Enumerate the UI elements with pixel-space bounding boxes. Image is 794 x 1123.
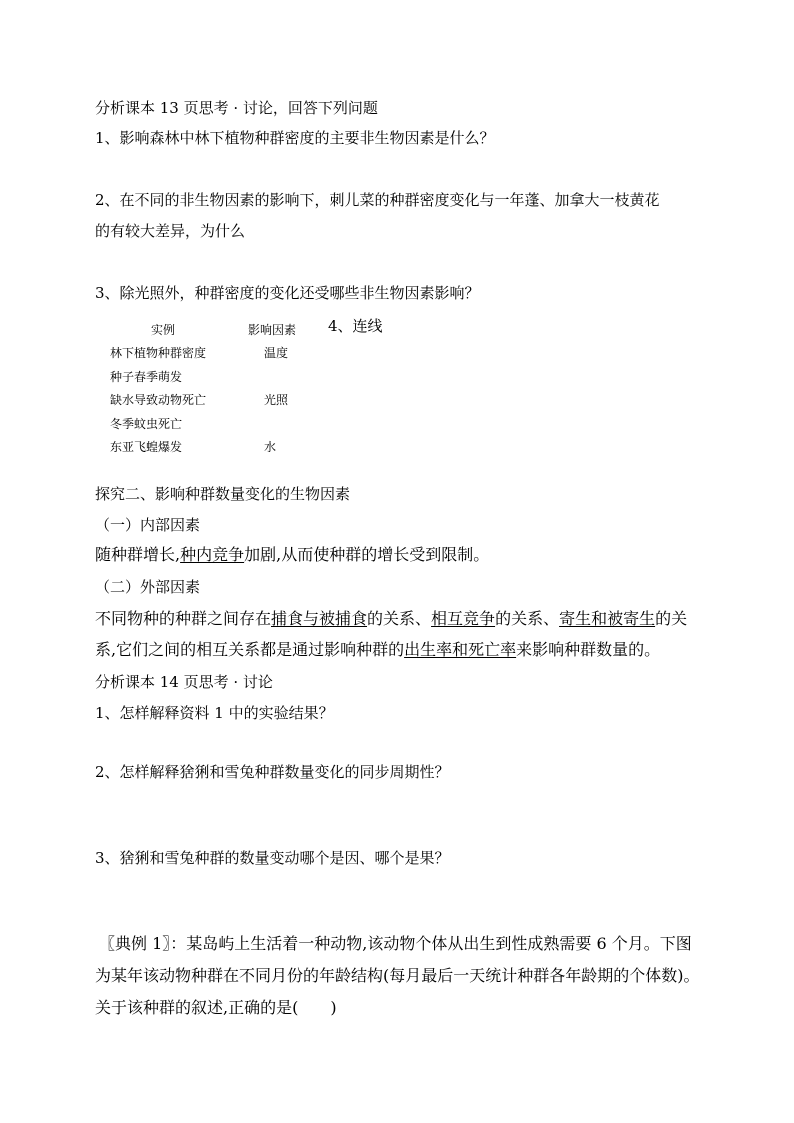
example-item: 东亚飞蝗爆发 bbox=[110, 440, 183, 454]
text-run: 不同物种的种群之间存在 bbox=[95, 609, 272, 628]
external-factors-line2 bbox=[95, 640, 660, 660]
section1-heading: 分析课本 13 页思考 · 讨论，回答下列问题 bbox=[95, 99, 378, 117]
external-factors-heading: （二）外部因素 bbox=[95, 578, 201, 596]
text-run: 来影响种群数量的。 bbox=[516, 640, 661, 659]
underlined-term: 捕食与被捕食 bbox=[271, 609, 368, 628]
text-run: 加剧,从而使种群的增长受到限制。 bbox=[244, 545, 490, 564]
col-header-factors: 影响因素 bbox=[248, 323, 297, 337]
col-header-examples: 实例 bbox=[151, 323, 176, 337]
section2-heading: 分析课本 14 页思考 · 讨论 bbox=[95, 673, 273, 691]
question-3: 3、除光照外，种群密度的变化还受哪些非生物因素影响？ bbox=[95, 284, 480, 302]
section2-question-3: 3、猞猁和雪兔种群的数量变动哪个是因、哪个是果？ bbox=[95, 849, 450, 867]
example-line2: 为某年该动物种群在不同月份的年龄结构(每月最后一天统计种群各年龄期的个体数)。 bbox=[95, 966, 700, 985]
factor-item: 温度 bbox=[264, 346, 289, 360]
text-run: 的关 bbox=[655, 609, 688, 628]
text-run: 系,它们之间的相互关系都是通过影响种群的 bbox=[95, 640, 405, 659]
question-4: 4、连线 bbox=[328, 317, 383, 335]
question-2-line2: 的有较大差异，为什么 bbox=[95, 222, 246, 240]
underlined-term: 寄生和被寄生 bbox=[559, 609, 656, 628]
example-item: 林下植物种群密度 bbox=[110, 346, 207, 360]
section2-question-1: 1、怎样解释资料 1 中的实验结果？ bbox=[95, 704, 334, 722]
example-item: 冬季蚊虫死亡 bbox=[110, 417, 183, 431]
underlined-term: 相互竞争 bbox=[431, 609, 496, 628]
explore2-title: 探究二、影响种群数量变化的生物因素 bbox=[95, 485, 351, 503]
text-run: 的关系、 bbox=[495, 609, 560, 628]
text-run: 的关系、 bbox=[367, 609, 432, 628]
underlined-term: 出生率和死亡率 bbox=[404, 640, 517, 659]
internal-factors-text bbox=[95, 545, 489, 565]
example-line1: 〖典例 1〗：某岛屿上生活着一种动物,该动物个体从出生到性成熟需要 6 个月。下图 bbox=[99, 934, 692, 953]
question-2-line1: 2、在不同的非生物因素的影响下，刺儿菜的种群密度变化与一年蓬、加拿大一枝黄花 bbox=[95, 191, 660, 209]
example-item: 种子春季萌发 bbox=[110, 370, 183, 384]
text-run: 随种群增长, bbox=[95, 545, 181, 564]
question-1: 1、影响森林中林下植物种群密度的主要非生物因素是什么？ bbox=[95, 129, 495, 147]
example-item: 缺水导致动物死亡 bbox=[110, 393, 207, 407]
external-factors-line1 bbox=[95, 609, 687, 629]
factor-item: 光照 bbox=[264, 393, 289, 407]
section2-question-2: 2、怎样解释猞猁和雪兔种群数量变化的同步周期性？ bbox=[95, 763, 450, 781]
internal-factors-heading: （一）内部因素 bbox=[95, 516, 201, 534]
factor-item: 水 bbox=[264, 440, 277, 454]
example-line3: 关于该种群的叙述,正确的是( ) bbox=[95, 998, 337, 1017]
underlined-term: 种内竞争 bbox=[180, 545, 245, 564]
